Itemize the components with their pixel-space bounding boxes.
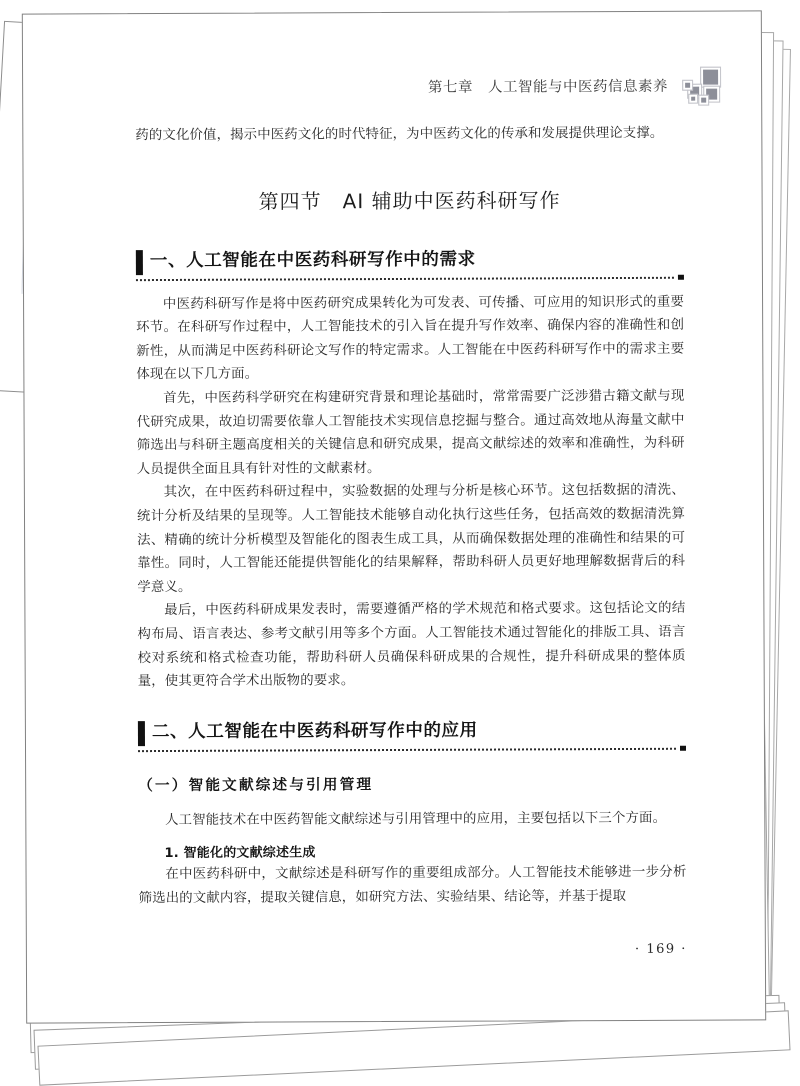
heading-2-1: （一）智能文献综述与引用管理 (138, 775, 374, 794)
heading-accent-bar (136, 250, 143, 275)
heading-dotted-rule (138, 745, 676, 751)
running-head (23, 68, 723, 103)
gray-squares-cluster-icon (683, 68, 723, 102)
page-number: · 169 · (635, 941, 687, 957)
deco-square-1 (701, 68, 720, 87)
heading-dotted-rule (136, 274, 674, 280)
paragraph-6: 在中医药科研中，文献综述是科研写作的重要组成部分。人工智能技术能够进一步分析筛选出的文献内容，提取关键信息，如研究方法、实验结果、结论等，并基于提取 (138, 865, 687, 906)
heading-accent-bar (138, 721, 145, 746)
text-column (135, 122, 686, 911)
running-head-text: 第七章 人工智能与中医药信息素养 (427, 78, 669, 96)
heading-rule-end-dot (680, 745, 686, 750)
heading-2: 二、人工智能在中医药科研写作中的应用 (151, 720, 478, 742)
heading-block-1 (136, 246, 684, 280)
deco-square-4 (683, 81, 692, 90)
paragraph-3: 其次，在中医药科研过程中，实验数据的处理与分析是核心环节。这包括数据的清洗、统计分析及结果的呈现等。人工智能技术能够自动化执行这些任务，包括高效的数据清洗算法、精确的统计分析模型及智能化的图表生成工具，从而确保数据处理的准确性和结果的可靠性。同时，人工智能还能提供智能化的结果解释，帮助科研人员更好地理解数据背后的科学意义。 (136, 483, 686, 595)
paragraph-1: 中医药科研写作是将中医药研究成果转化为可发表、可传播、可应用的知识形式的重要环节。在科研写作过程中，人工智能技术的引入旨在提升写作效率、确保内容的准确性和创新性，从而满足中医药科研论文写作的特定需求。人工智能在中医药科研写作中的需求主要体现在以下几方面。 (136, 294, 685, 383)
heading-rule-end-dot (678, 274, 684, 279)
paragraph-2: 首先，中医药科学研究在构建研究背景和理论基础时，常常需要广泛涉猎古籍文献与现代研究成果，故迫切需要依靠人工智能技术实现信息挖掘与整合。通过高效地从海量文献中筛选出与科研主题高度相关的关键信息和研究成果，提高文献综述的效率和准确性，为科研人员提供全面且具有针对性的文献素材。 (136, 388, 685, 477)
section-title: 第四节 AI 辅助中医药科研写作 (258, 187, 561, 214)
heading-2-1-1: 1. 智能化的文献综述生成 (164, 845, 316, 862)
paragraph-4: 最后，中医药科研成果发表时，需要遵循严格的学术规范和格式要求。这包括论文的结构布局、语言表达、参考文献引用等多个方面。人工智能技术通过智能化的排版工具、语言校对系统和格式检查功能，帮助科研人员确保科研成果的合规性，提升科研成果的整体质量，使其更符合学术出版物的要求。 (137, 601, 686, 690)
deco-square-5 (689, 95, 697, 103)
heading-1: 一、人工智能在中医药科研写作中的需求 (149, 249, 476, 271)
carryover-paragraph: 药的文化价值，揭示中医药文化的时代特征，为中医药文化的传承和发展提供理论支撑。 (135, 125, 664, 144)
deco-square-6 (699, 96, 708, 105)
book-page (22, 10, 766, 1023)
heading-block-2 (138, 717, 686, 751)
paragraph-5: 人工智能技术在中医药智能文献综述与引用管理中的应用，主要包括以下三个方面。 (165, 810, 667, 828)
